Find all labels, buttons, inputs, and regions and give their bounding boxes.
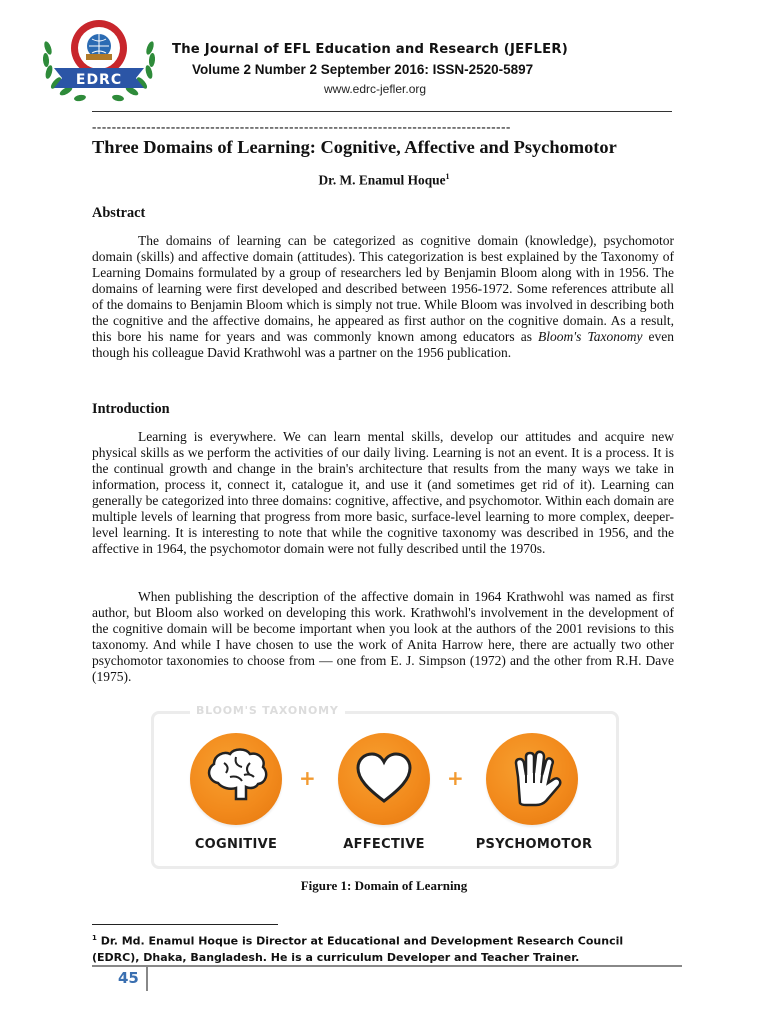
paper-author	[92, 172, 676, 188]
brain-icon	[190, 733, 282, 825]
footnote-text: Dr. Md. Enamul Hoque is Director at Educational and Development Research Council (EDRC), Dhaka, Bangladesh. He is a curriculum Developer and Teacher Trainer.	[92, 934, 624, 964]
intro-text-2: When publishing the description of the affective domain in 1964 Krathwohl was named as first author, but Bloom also worked on developing this work. Krathwohl's involvement in the development of the cognitive domain will be become important when you look at the authors of the 2001 revisions to this taxonomy. And while I have chosen to use the work of Anita Harrow here, there are actually two other psychomotor taxonomies to choose from — one from E. J. Simpson (1972) and the other from R.H. Dave (1975).	[92, 589, 674, 684]
journal-volume: Volume 2 Number 2 September 2016: ISSN-2520-5897	[192, 62, 534, 77]
abstract-paragraph	[92, 233, 674, 361]
hand-icon	[486, 733, 578, 825]
abstract-text-b: even though his colleague David Krathwohl was a partner on the 1956 publication.	[92, 329, 675, 360]
psychomotor-circle	[486, 733, 578, 825]
affective-circle	[338, 733, 430, 825]
cognitive-circle	[190, 733, 282, 825]
figure-caption: Figure 1: Domain of Learning	[300, 878, 468, 893]
page-number-divider	[146, 967, 148, 991]
page-footer-rule	[92, 965, 682, 967]
plus-sign-2: +	[447, 766, 464, 790]
intro-text-1: Learning is everywhere. We can learn mental skills, develop our attitudes and acquire new physical skills as we perform the activities of our daily living. Learning is not an event. It is a process. It is the continual growth and change in the brain's architecture that results from the many ways we take in information, process it, connect it, catalogue it, and use it (and sometimes get rid of it). Learning can generally be categorized into three domains: cognitive, affective, and psychomotor. Within each domain are multiple levels of learning that progress from more basic, surface-level learning to more complex, deeper-level learning. It is interesting to note that while the cognitive taxonomy was described in 1956, and the affective in 1964, the psychomotor domain were not fully described until the 1970s.	[92, 429, 674, 556]
heart-icon	[338, 733, 430, 825]
abstract-heading: Abstract	[92, 205, 146, 221]
author-name: Dr. M. Enamul Hoque	[318, 172, 446, 188]
intro-paragraph-2	[92, 589, 674, 685]
psychomotor-label: PSYCHOMOTOR	[475, 837, 593, 852]
journal-title: The Journal of EFL Education and Research (JEFLER)	[172, 42, 568, 57]
cognitive-label: COGNITIVE	[194, 837, 278, 852]
svg-text:EDRC: EDRC	[75, 72, 123, 88]
header-rule	[92, 111, 672, 112]
affective-label: AFFECTIVE	[343, 837, 425, 852]
edrc-logo	[40, 14, 158, 106]
dash-separator: -------------------------------------------------------------------------------------	[92, 119, 511, 134]
author-footnote-marker: 1	[445, 172, 450, 181]
page-number: 45	[118, 969, 139, 987]
plus-sign-1: +	[299, 766, 316, 790]
paper-title: Three Domains of Learning: Cognitive, Affective and Psychomotor	[92, 137, 617, 157]
footnote-marker: 1	[92, 934, 97, 942]
footnote	[92, 930, 672, 966]
abstract-italic: Bloom's Taxonomy	[538, 329, 643, 344]
figure-heading: BLOOM'S TAXONOMY	[190, 704, 345, 717]
footnote-rule	[92, 924, 278, 925]
journal-url[interactable]: www.edrc-jefler.org	[324, 82, 427, 96]
intro-paragraph-1	[92, 429, 674, 557]
introduction-heading: Introduction	[92, 401, 170, 417]
abstract-text-a: The domains of learning can be categorized as cognitive domain (knowledge), psychomotor domain (skills) and affective domain (attitudes). This categorization is best explained by the Taxonomy of Learning Domains formulated by a group of researchers led by Benjamin Bloom along with in 1956. The domains of learning were first developed and described between 1956-1972. Some references attribute all of the domains to Benjamin Bloom which is simply not true. While Bloom was involved in describing both the cognitive and the affective domains, he appeared as first author on the cognitive domain. As a result, this bore his name for years and was commonly known among educators as	[92, 233, 674, 344]
